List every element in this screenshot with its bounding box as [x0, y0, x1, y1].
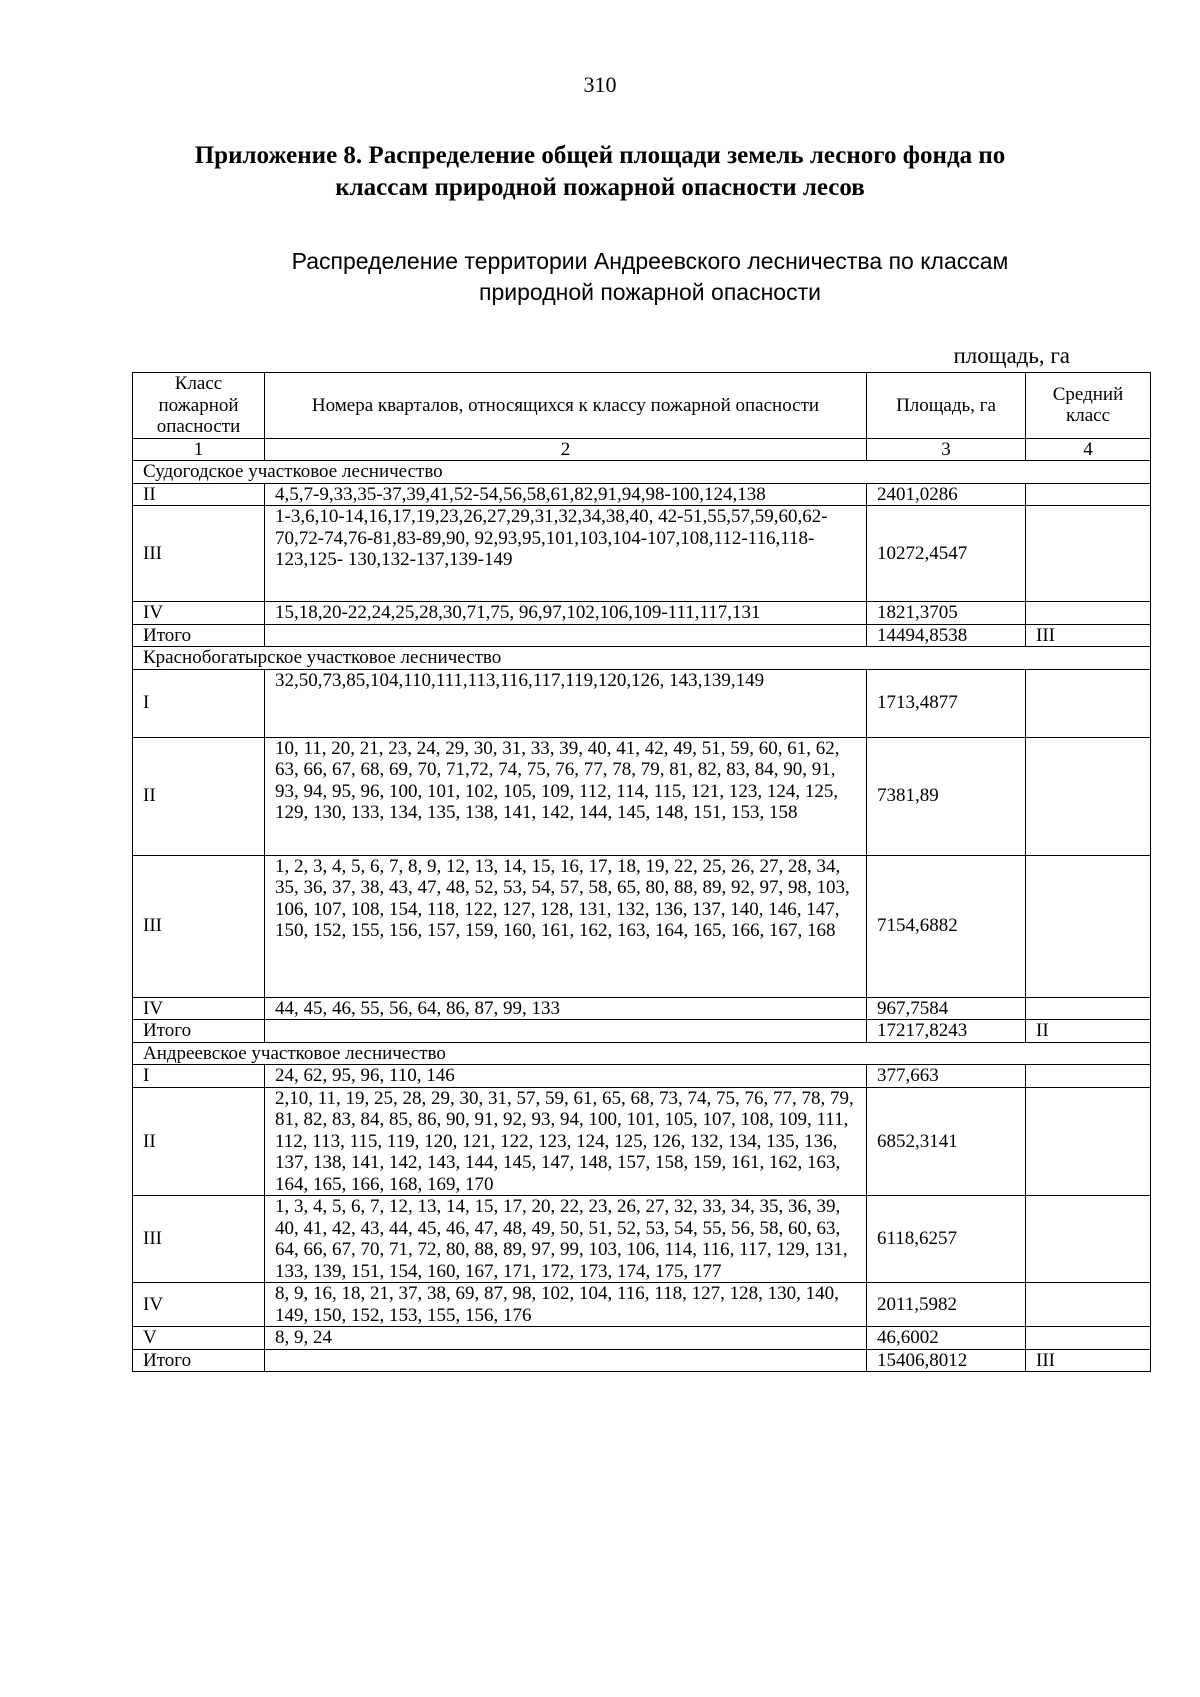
row-avg-class	[1026, 506, 1151, 602]
row-quarters: 24, 62, 95, 96, 110, 146	[265, 1065, 867, 1088]
total-area: 14494,8538	[867, 624, 1026, 647]
table-row	[133, 737, 1151, 855]
row-quarters: 8, 9, 16, 18, 21, 37, 38, 69, 87, 98, 102, 104, 116, 118, 127, 128, 130, 140, 149, 150, 152, 153, 155, 156, 176	[265, 1283, 867, 1327]
table-row	[133, 506, 1151, 602]
group-header-row	[133, 1042, 1151, 1065]
row-class: IV	[133, 602, 265, 625]
row-area: 2011,5982	[867, 1283, 1026, 1327]
row-class: II	[133, 1087, 265, 1196]
row-avg-class	[1026, 669, 1151, 737]
fire-hazard-table	[132, 372, 1151, 1372]
row-area: 46,6002	[867, 1327, 1026, 1350]
row-avg-class	[1026, 602, 1151, 625]
row-avg-class	[1026, 997, 1151, 1020]
table-row	[133, 1283, 1151, 1327]
row-class: IV	[133, 1283, 265, 1327]
header-quarters: Номера кварталов, относящихся к классу пожарной опасности	[265, 373, 867, 439]
row-area: 967,7584	[867, 997, 1026, 1020]
row-area: 6852,3141	[867, 1087, 1026, 1196]
header-area: Площадь, га	[867, 373, 1026, 439]
units-label: площадь, га	[953, 343, 1070, 368]
row-avg-class	[1026, 855, 1151, 997]
row-class: III	[133, 506, 265, 602]
row-quarters: 10, 11, 20, 21, 23, 24, 29, 30, 31, 33, 39, 40, 41, 42, 49, 51, 59, 60, 61, 62, 63, 66, 67, 68, 69, 70, 71,72, 74, 75, 76, 77, 78, 79, 81, 82, 83, 84, 90, 91, 93, 94, 95, 96, 100, 101, 102, 105, 109, 112, 114, 115, 121, 123, 124, 125, 129, 130, 133, 134, 135, 138, 141, 142, 144, 145, 148, 151, 153, 158	[265, 737, 867, 855]
row-quarters: 44, 45, 46, 55, 56, 64, 86, 87, 99, 133	[265, 997, 867, 1020]
row-quarters: 2,10, 11, 19, 25, 28, 29, 30, 31, 57, 59, 61, 65, 68, 73, 74, 75, 76, 77, 78, 79, 81, 82, 83, 84, 85, 86, 90, 91, 92, 93, 94, 100, 101, 105, 107, 108, 109, 111, 112, 113, 115, 119, 120, 121, 122, 123, 124, 125, 126, 132, 134, 135, 136, 137, 138, 141, 142, 143, 144, 145, 147, 148, 157, 158, 159, 161, 162, 163, 164, 165, 166, 168, 169, 170	[265, 1087, 867, 1196]
total-avg-class: II	[1026, 1020, 1151, 1043]
row-avg-class	[1026, 1087, 1151, 1196]
group-name: Краснобогатырское участковое лесничество	[133, 647, 1151, 670]
header-class: Класс пожарной опасности	[133, 373, 265, 439]
header-avg-class: Средний класс	[1026, 373, 1151, 439]
group-name: Судогодское участковое лесничество	[133, 461, 1151, 484]
row-avg-class	[1026, 1283, 1151, 1327]
total-empty	[265, 624, 867, 647]
col-number-4: 4	[1026, 438, 1151, 461]
table-row	[133, 1196, 1151, 1283]
row-class: I	[133, 669, 265, 737]
col-number-1: 1	[133, 438, 265, 461]
row-area: 7154,6882	[867, 855, 1026, 997]
total-row	[133, 1020, 1151, 1043]
row-class: II	[133, 483, 265, 506]
appendix-title: Приложение 8. Распределение общей площади земель лесного фонда по классам природной пожарной опасности лесов	[194, 142, 1006, 201]
row-quarters: 4,5,7-9,33,35-37,39,41,52-54,56,58,61,82,91,94,98-100,124,138	[265, 483, 867, 506]
row-area: 10272,4547	[867, 506, 1026, 602]
page-number: 310	[583, 72, 617, 97]
table-row	[133, 669, 1151, 737]
row-quarters: 15,18,20-22,24,25,28,30,71,75, 96,97,102,106,109-111,117,131	[265, 602, 867, 625]
section-title: Распределение территории Андреевского лесничества по классам природной пожарной опасности	[291, 248, 1009, 305]
table-row	[133, 997, 1151, 1020]
table-row	[133, 1065, 1151, 1088]
table-row	[133, 483, 1151, 506]
table-body	[133, 373, 1151, 1372]
row-class: I	[133, 1065, 265, 1088]
group-header-row	[133, 461, 1151, 484]
table-row	[133, 602, 1151, 625]
row-class: III	[133, 855, 265, 997]
row-class: IV	[133, 997, 265, 1020]
total-avg-class: III	[1026, 1349, 1151, 1372]
row-avg-class	[1026, 737, 1151, 855]
row-area: 6118,6257	[867, 1196, 1026, 1283]
row-area: 377,663	[867, 1065, 1026, 1088]
total-empty	[265, 1020, 867, 1043]
total-empty	[265, 1349, 867, 1372]
row-quarters: 8, 9, 24	[265, 1327, 867, 1350]
total-row	[133, 1349, 1151, 1372]
table-row	[133, 855, 1151, 997]
total-label: Итого	[133, 1020, 265, 1043]
total-avg-class: III	[1026, 624, 1151, 647]
row-avg-class	[1026, 1065, 1151, 1088]
row-avg-class	[1026, 1327, 1151, 1350]
col-number-3: 3	[867, 438, 1026, 461]
row-area: 1821,3705	[867, 602, 1026, 625]
table-header-row	[133, 373, 1151, 439]
total-label: Итого	[133, 1349, 265, 1372]
row-class: V	[133, 1327, 265, 1350]
group-header-row	[133, 647, 1151, 670]
row-area: 1713,4877	[867, 669, 1026, 737]
col-number-2: 2	[265, 438, 867, 461]
row-avg-class	[1026, 483, 1151, 506]
table-row	[133, 1087, 1151, 1196]
table-row	[133, 1327, 1151, 1350]
column-number-row	[133, 438, 1151, 461]
row-avg-class	[1026, 1196, 1151, 1283]
group-name: Андреевское участковое лесничество	[133, 1042, 1151, 1065]
row-quarters: 32,50,73,85,104,110,111,113,116,117,119,120,126, 143,139,149	[265, 669, 867, 737]
total-row	[133, 624, 1151, 647]
row-area: 7381,89	[867, 737, 1026, 855]
row-quarters: 1, 2, 3, 4, 5, 6, 7, 8, 9, 12, 13, 14, 15, 16, 17, 18, 19, 22, 25, 26, 27, 28, 34, 35, 36, 37, 38, 43, 47, 48, 52, 53, 54, 57, 58, 65, 80, 88, 89, 92, 97, 98, 103, 106, 107, 108, 154, 118, 122, 127, 128, 131, 132, 136, 137, 140, 146, 147, 150, 152, 155, 156, 157, 159, 160, 161, 162, 163, 164, 165, 166, 167, 168	[265, 855, 867, 997]
total-area: 17217,8243	[867, 1020, 1026, 1043]
row-class: III	[133, 1196, 265, 1283]
row-quarters: 1, 3, 4, 5, 6, 7, 12, 13, 14, 15, 17, 20, 22, 23, 26, 27, 32, 33, 34, 35, 36, 39, 40, 41, 42, 43, 44, 45, 46, 47, 48, 49, 50, 51, 52, 53, 54, 55, 56, 58, 60, 63, 64, 66, 67, 70, 71, 72, 80, 88, 89, 97, 99, 103, 106, 114, 116, 117, 129, 131, 133, 139, 151, 154, 160, 167, 171, 172, 173, 174, 175, 177	[265, 1196, 867, 1283]
row-class: II	[133, 737, 265, 855]
row-area: 2401,0286	[867, 483, 1026, 506]
row-quarters: 1-3,6,10-14,16,17,19,23,26,27,29,31,32,34,38,40, 42-51,55,57,59,60,62-70,72-74,76-81,83-89,90, 92,93,95,101,103,104-107,108,112-116,118-123,125- 130,132-137,139-149	[265, 506, 867, 602]
total-area: 15406,8012	[867, 1349, 1026, 1372]
total-label: Итого	[133, 624, 265, 647]
